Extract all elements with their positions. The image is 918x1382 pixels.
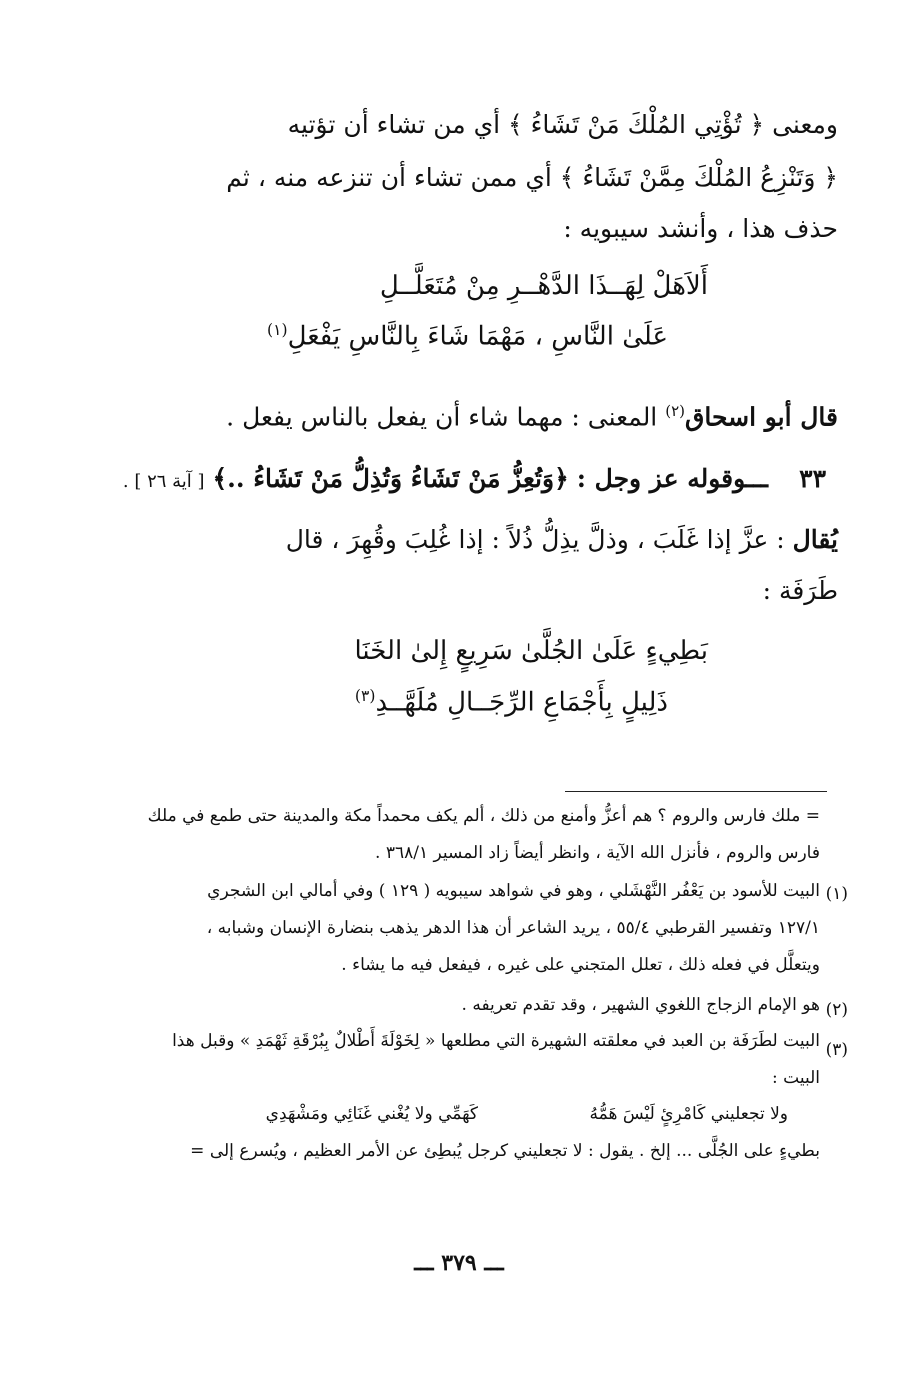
footnote-1-line-1: البيت للأسود بن يَعْفُر النَّهْشَلي ، وهو في شواهد سيبويه ( ١٢٩ ) وفي أمالي ابن الشجري [207, 881, 820, 901]
footnote-1-line-2: ١٢٧/١ وتفسير القرطبي ٥٥/٤ ، يريد الشاعر أن هذا الدهر يذهب بنضارة الإنسان وشبابه ، [206, 918, 820, 938]
footnote-separator [565, 791, 827, 792]
footnote-verse-first: ولا تجعليني كَامْرِئٍ لَيْسَ هَمُّهُ [589, 1104, 788, 1124]
body-line-3: حذف هذا ، وأنشد سيبويه : [563, 214, 838, 243]
verse2-second-text: ذَلِيلٍ بِأَجْمَاعِ الرِّجَــالِ مُلَهَّــدِ [375, 687, 668, 718]
footnote-3-line-1: البيت لطَرَفَة بن العبد في معلقته الشهيرة التي مطلعها « لِخَوْلَةَ أَطْلالٌ بِبُرْقَةِ ثَهْمَدِ » وقبل هذا [172, 1031, 820, 1051]
para3-line-1 [213, 525, 838, 554]
body-line-1: ومعنى ﴿ تُؤْتِي المُلْكَ مَنْ تَشَاءُ ﴾ أي من تشاء أن تؤتيه [287, 110, 838, 139]
footnote-2-number: (٢) [825, 1000, 848, 1020]
para2-lead: قال أبو اسحاق [684, 402, 838, 432]
para3-text: : عزَّ إذا غَلَبَ ، وذلَّ يذِلُّ ذُلاً : إذا غُلِبَ وقُهِرَ ، قال [285, 525, 793, 554]
page-number: ـــ ٣٧٩ ـــ [414, 1250, 504, 1276]
footnote-ref-3: (٣) [354, 687, 376, 705]
para3-lead: يُقال [792, 525, 838, 554]
para2 [158, 402, 838, 431]
verse1-second-hemistich [268, 321, 668, 352]
body-line-2: ﴿ وَتَنْزِعُ المُلْكَ مِمَّنْ تَشَاءُ ﴾ أي ممن تشاء أن تنزعه منه ، ثم [226, 163, 838, 192]
footnote-2-line-1: هو الإمام الزجاج اللغوي الشهير ، وقد تقدم تعريفه . [461, 995, 820, 1015]
para2-rest: المعنى : مهما شاء أن يفعل بالناس يفعل . [226, 402, 666, 432]
footnote-3-line-2: البيت : [772, 1068, 820, 1088]
footnote-1-number: (١) [825, 884, 848, 904]
item33-lead: ـــوقوله عز وجل : [576, 464, 768, 493]
footnote-1-line-3: ويتعلَّل في فعله ذلك ، تعلل المتجني على غيره ، فيفعل فيه ما يشاء . [341, 955, 820, 975]
verse1-first-hemistich: أَلاَهَلْ لِهَــذَا الدَّهْــرِ مِنْ مُتَعَلَّــلِ [379, 271, 708, 301]
footnote-continued-line-1: = ملك فارس والروم ؟ هم أعزُّ وأمنع من ذلك ، ألم يكف محمداً مكة والمدينة حتى طمع في ملك [147, 806, 820, 826]
item33-verse-ref: [ آية ٢٦ ] . [122, 471, 205, 492]
verse2-first-hemistich: بَطِيءٍ عَلَىٰ الجُلَّىٰ سَرِيعٍ إِلىٰ الخَنَا [354, 636, 708, 666]
para3-line-2: طَرَفَة : [762, 576, 838, 605]
footnote-3-number: (٣) [825, 1040, 848, 1060]
item-number-33: ٣٣ [799, 464, 826, 493]
footnote-continued-line-2: فارس والروم ، فأنزل الله الآية ، وانظر أيضاً زاد المسير ٣٦٨/١ . [375, 843, 820, 863]
verse1-second-text: عَلَىٰ النَّاسِ ، مَهْمَا شَاءَ بِالنَّاسِ يَفْعَلِ [287, 321, 668, 352]
item33-quran-quote: ﴿وَتُعِزُّ مَنْ تَشَاءُ وَتُذِلُّ مَنْ تَشَاءُ ..﴾ [212, 464, 569, 493]
verse2-second-hemistich [268, 687, 668, 718]
footnote-ref-1: (١) [266, 321, 288, 339]
footnote-last-line: بطيءٍ على الجُلَّى ... إلخ . يقول : لا تجعليني كرجل يُبطِئ عن الأمر العظيم ، ويُسرع إلى = [190, 1141, 820, 1161]
footnote-ref-2: (٢) [665, 402, 685, 420]
footnote-verse-second: كَهَمِّي ولا يُغْني غَنَائِي ومَشْهَدِي [265, 1104, 478, 1124]
item33-line [118, 464, 768, 493]
